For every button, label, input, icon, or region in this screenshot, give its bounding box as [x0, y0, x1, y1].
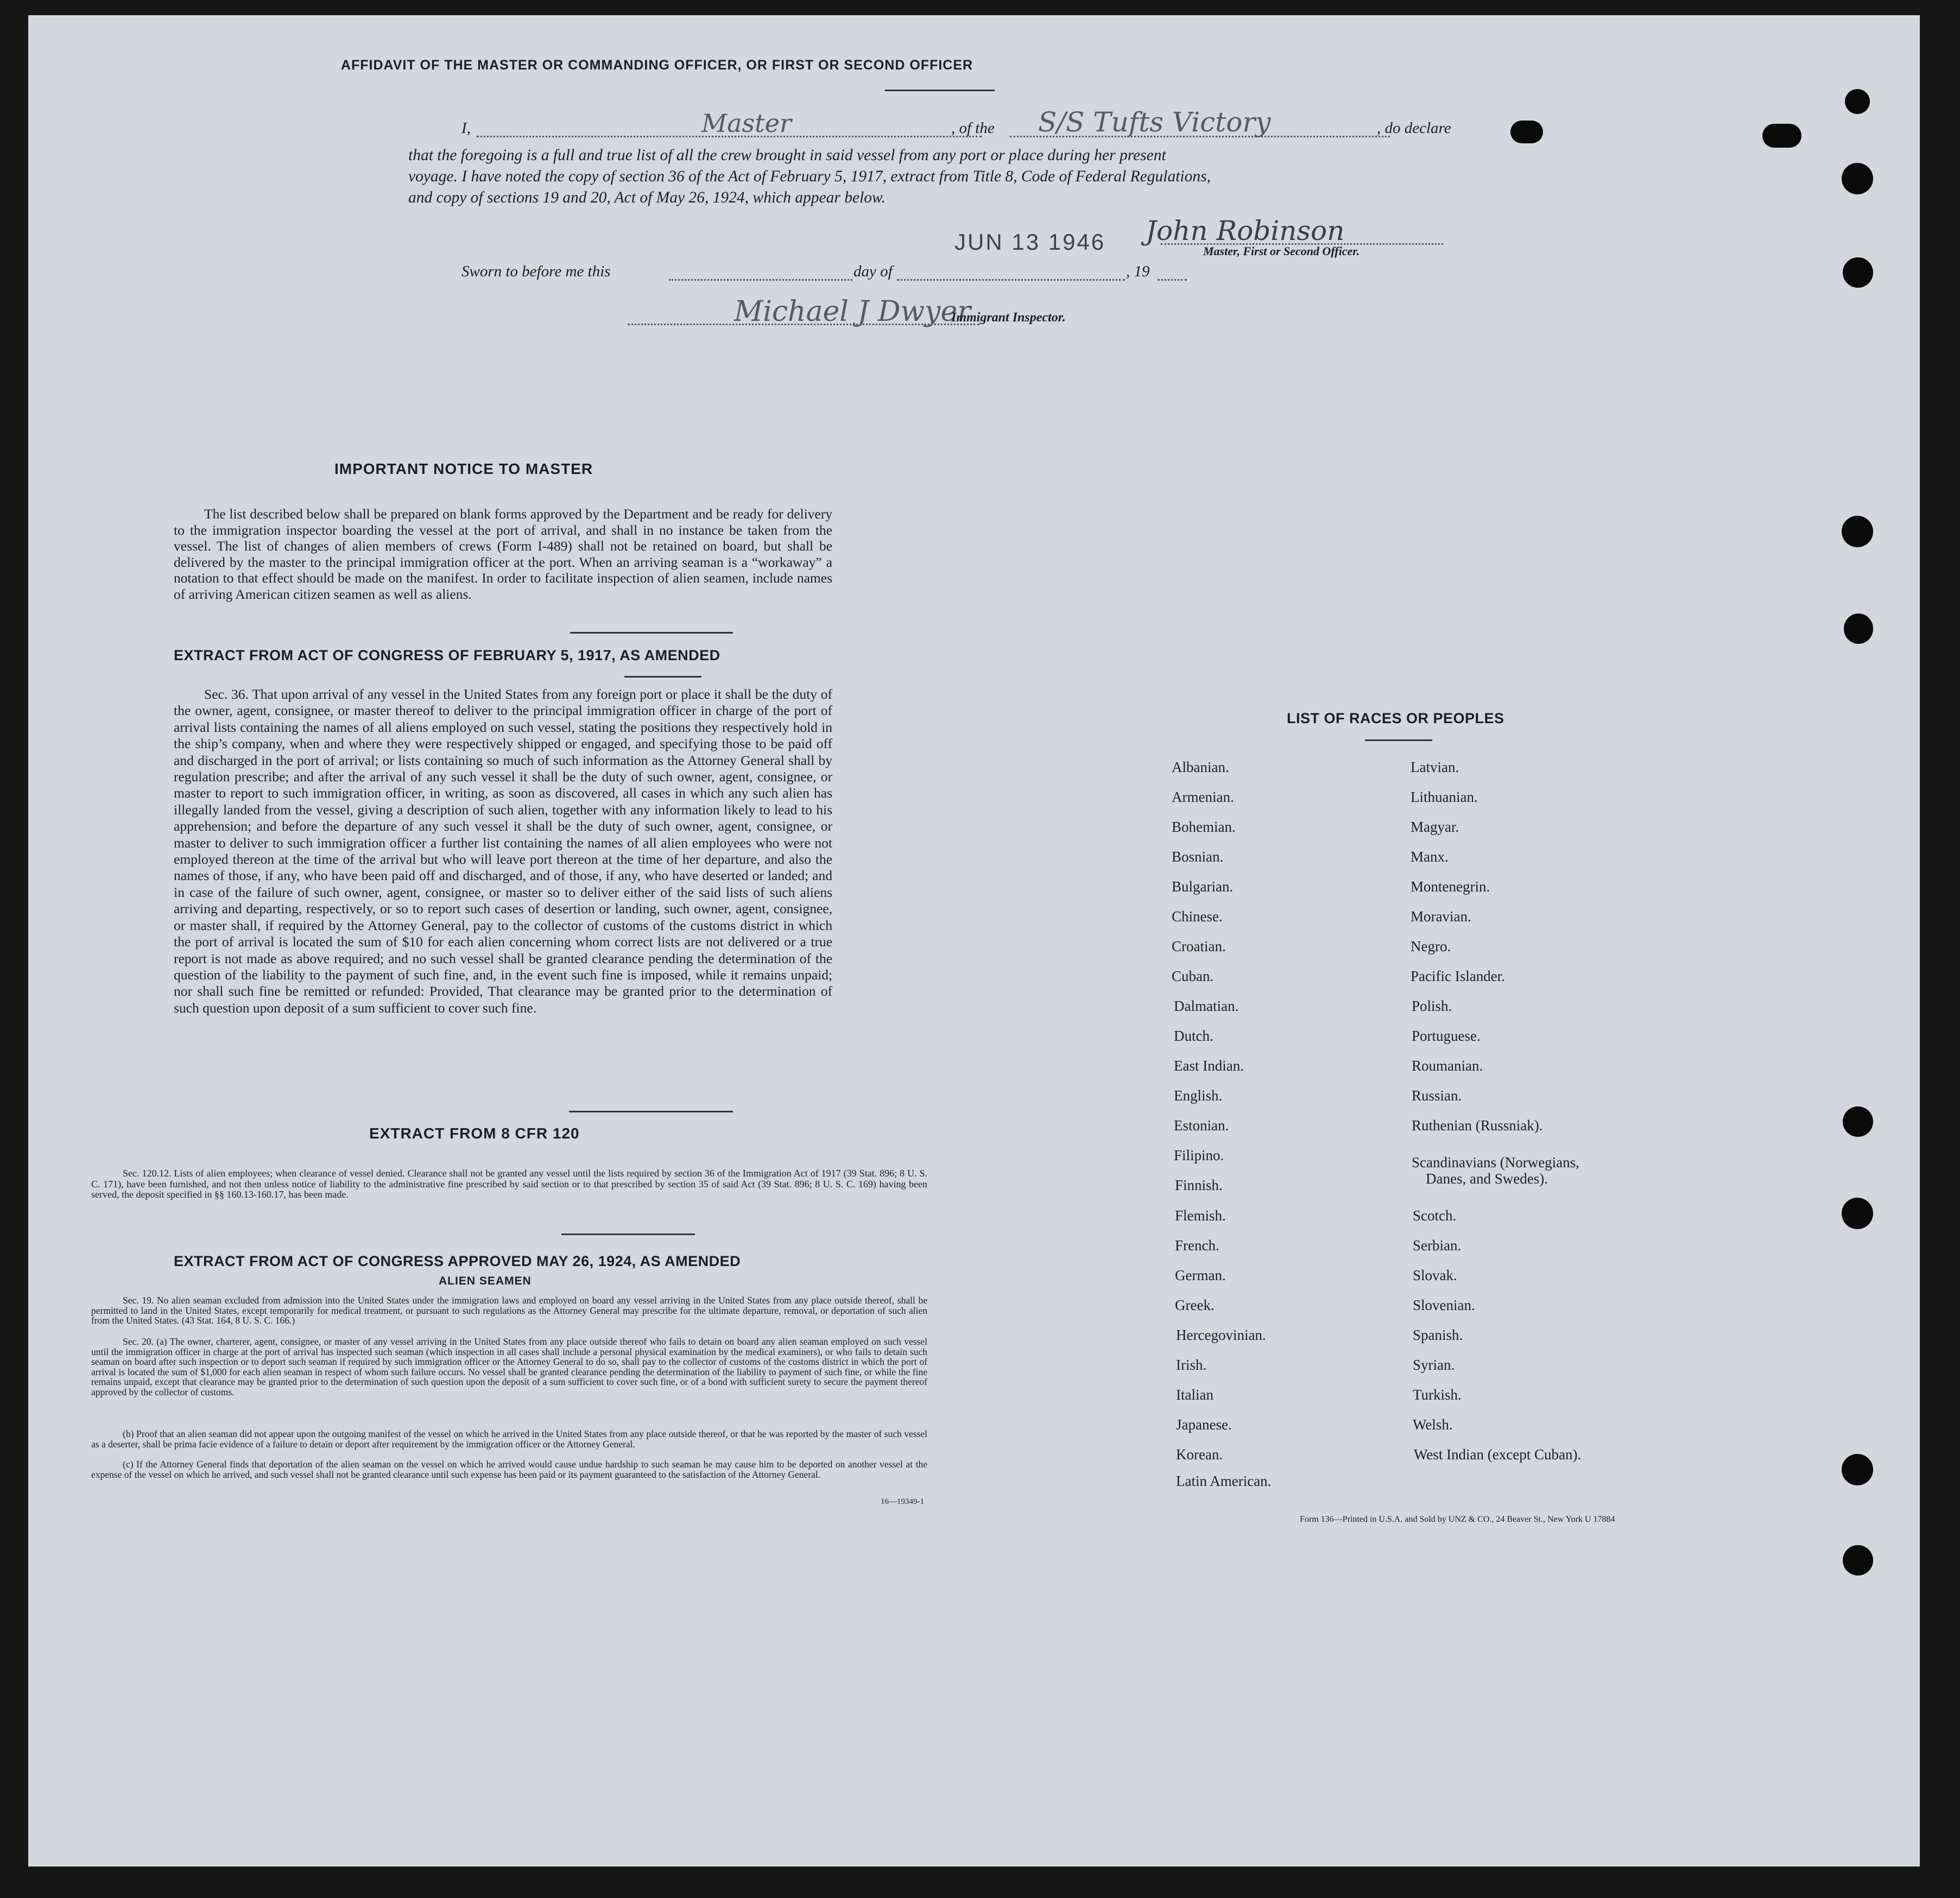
race-item: Hercegovinian.	[1176, 1327, 1266, 1343]
race-item: Scandinavians (Norwegians,	[1412, 1154, 1579, 1171]
race-item: English.	[1174, 1087, 1223, 1104]
title-underline	[885, 90, 995, 91]
sworn-month-line	[897, 279, 1125, 281]
race-item: Negro.	[1411, 938, 1451, 954]
document-page	[28, 15, 1920, 1867]
of-the-label: , of the	[951, 119, 995, 137]
vessel-handwriting: S/S Tufts Victory	[1038, 106, 1271, 138]
divider-3	[569, 1111, 733, 1112]
extract-1917-title: EXTRACT FROM ACT OF CONGRESS OF FEBRUARY 5, 1917, AS AMENDED	[174, 647, 720, 663]
race-item: Finnish.	[1175, 1177, 1223, 1193]
race-item: East Indian.	[1174, 1058, 1244, 1074]
punch-hole	[1762, 124, 1801, 148]
section-20b: (b) Proof that an alien seaman did not appear upon the outgoing manifest of the vessel on which he arrived in the United States from any place outside thereof, or that he was reported by the master of such vessel as a deserter, shall be prima facie evidence of a failure to detain or deport after requirement by the immigration officer or the Attorney General.	[91, 1428, 927, 1450]
punch-hole	[1844, 613, 1873, 644]
punch-hole	[1843, 257, 1873, 288]
race-item: Irish.	[1176, 1357, 1207, 1373]
race-item: Slovak.	[1413, 1267, 1457, 1283]
divider-4	[561, 1233, 695, 1235]
inspector-caption: Immigrant Inspector.	[951, 311, 1066, 325]
race-item: Flemish.	[1175, 1207, 1226, 1224]
punch-hole	[1845, 89, 1870, 114]
punch-hole	[1843, 1106, 1873, 1137]
punch-hole	[1842, 516, 1873, 547]
affidavit-line-2: that the foregoing is a full and true list of all the crew brought in said vessel from any port or place during her present	[408, 147, 1166, 164]
form-number: 16—19349-1	[881, 1497, 924, 1506]
race-item: Moravian.	[1411, 908, 1471, 925]
master-handwriting: Master	[701, 109, 792, 138]
section-20c: (c) If the Attorney General finds that deportation of the alien seaman on the vessel on which he arrived would cause undue hardship to such seaman he may cause him to be deported on another vessel at the expense of the vessel on which he arrived, and such vessel shall not be granted clearance until such expense has been paid or its payment guaranteed to the satisfaction of the Attorney General.	[91, 1459, 927, 1480]
race-item: Ruthenian (Russniak).	[1412, 1117, 1543, 1134]
race-item: Bohemian.	[1172, 819, 1236, 835]
race-item: Chinese.	[1172, 908, 1223, 925]
race-item: Serbian.	[1413, 1237, 1462, 1254]
race-item: Italian	[1176, 1387, 1213, 1403]
race-item: Albanian.	[1172, 759, 1229, 775]
punch-hole	[1842, 163, 1873, 194]
signature-caption: Master, First or Second Officer.	[1203, 244, 1360, 258]
affidavit-title: AFFIDAVIT OF THE MASTER OR COMMANDING OFFICER, OR FIRST OR SECOND OFFICER	[340, 58, 973, 73]
sworn-label: Sworn to before me this	[461, 263, 611, 280]
race-item: German.	[1175, 1267, 1226, 1283]
declare-label: , do declare	[1377, 119, 1451, 137]
race-item: Welsh.	[1413, 1416, 1453, 1433]
sworn-day-line	[669, 279, 852, 281]
race-item: Latin American.	[1176, 1473, 1272, 1489]
race-item: Dalmatian.	[1174, 998, 1239, 1014]
affidavit-line-4: and copy of sections 19 and 20, Act of May 26, 1924, which appear below.	[408, 189, 886, 206]
i-label: I,	[461, 119, 471, 137]
race-item: Slovenian.	[1413, 1297, 1475, 1313]
race-item: Greek.	[1175, 1297, 1215, 1313]
race-item: Lithuanian.	[1411, 789, 1478, 805]
notice-title: IMPORTANT NOTICE TO MASTER	[334, 460, 593, 477]
punch-hole	[1510, 121, 1543, 143]
race-item: Turkish.	[1413, 1387, 1462, 1403]
punch-hole	[1842, 1198, 1873, 1229]
inspector-signature: Michael J Dwyer	[734, 295, 971, 328]
races-title-underline	[1365, 739, 1432, 741]
race-item: Spanish.	[1413, 1327, 1463, 1343]
divider-1	[570, 632, 733, 634]
notice-body: The list described below shall be prepared on blank forms approved by the Department and be ready for delivery to the immigration inspector boarding the vessel at the port of arrival, and shall in no instance be taken from the vessel. The list of changes of alien members of crews (Form I-489) shall not be retained on board, but shall be delivered by the master to the principal immigration officer at the port. When an arriving seaman is a “workaway” a notation to that effect should be made on the manifest. In order to facilitate inspection of alien seamen, include names of arriving American citizen seamen as well as aliens.	[174, 506, 832, 602]
race-item: West Indian (except Cuban).	[1414, 1446, 1582, 1463]
race-item: Magyar.	[1411, 819, 1459, 835]
punch-hole	[1842, 1454, 1873, 1485]
cfr-title: EXTRACT FROM 8 CFR 120	[369, 1125, 580, 1142]
race-item: Bulgarian.	[1172, 878, 1234, 895]
race-item: Montenegrin.	[1411, 878, 1490, 895]
divider-2	[624, 676, 701, 678]
date-stamp: JUN 13 1946	[954, 229, 1106, 255]
affidavit-line-3: voyage. I have noted the copy of section 36 of the Act of February 5, 1917, extract from Title 8, Code of Federal Regulations,	[408, 168, 1211, 185]
races-title: LIST OF RACES OR PEOPLES	[1287, 710, 1504, 726]
master-signature: John Robinson	[1146, 215, 1345, 246]
sworn-year-line	[1158, 279, 1187, 281]
race-item: French.	[1175, 1237, 1219, 1254]
day-of-label: day of	[853, 263, 893, 280]
extract-1924-subtitle: ALIEN SEAMEN	[439, 1275, 532, 1287]
race-item: Estonian.	[1174, 1117, 1229, 1134]
race-item: Portuguese.	[1412, 1028, 1481, 1044]
race-item: Korean.	[1176, 1446, 1223, 1463]
race-item: Latvian.	[1411, 759, 1459, 775]
race-item: Polish.	[1412, 998, 1452, 1014]
race-item: Cuban.	[1172, 968, 1214, 984]
race-item: Croatian.	[1172, 938, 1226, 954]
year-label: , 19	[1126, 263, 1150, 280]
race-item: Syrian.	[1413, 1357, 1455, 1373]
race-item: Manx.	[1411, 849, 1449, 865]
race-item: Armenian.	[1172, 789, 1234, 805]
form-imprint: Form 136—Printed in U.S.A. and Sold by UNZ & CO., 24 Beaver St., New York U 17884	[1300, 1515, 1615, 1524]
race-item: Roumanian.	[1412, 1058, 1483, 1074]
race-item: Japanese.	[1176, 1416, 1232, 1433]
cfr-body: Sec. 120.12. Lists of alien employees; when clearance of vessel denied. Clearance shall not be granted any vessel until the lists required by section 36 of the Immigration Act of 1917 (39 Stat. 896; 8 U. S. C. 171), have been furnished, and not then unless notice of liability to the administrative fine prescribed by said section or to that prescribed by section 35 of said Act (39 Stat. 896; 8 U. S. C. 169) having been served, the deposit specified in §§ 160.13-160.17, has been made.	[91, 1168, 927, 1200]
extract-1924-title: EXTRACT FROM ACT OF CONGRESS APPROVED MAY 26, 1924, AS AMENDED	[174, 1253, 741, 1269]
race-item: Dutch.	[1174, 1028, 1213, 1044]
extract-1917-body: Sec. 36. That upon arrival of any vessel in the United States from any foreign port or place it shall be the duty of the owner, agent, consignee, or master thereof to deliver to the principal immigration officer in charge of the port of arrival lists containing the names of all aliens employed on such vessel, stating the positions they respectively hold in the ship’s company, when and where they were respectively shipped or engaged, and specifying those to be paid off and discharged in the port of arrival; or lists containing so much of such information as the Attorney General shall by regulation prescribe; and after the arrival of any such vessel it shall be the duty of such owner, agent, consignee, or master to report to such immigration officer, in writing, as soon as discovered, all cases in which any such alien has illegally landed from the vessel, giving a description of such alien, together with any information likely to lead to his apprehension; and before the departure of any such vessel it shall be the duty of such owner, agent, consignee, or master to deliver to such immigration officer a further list containing the names of all alien employees who were not employed thereon at the time of the arrival but who will leave port thereon at the time of her departure, and also the names of those, if any, who have been paid off and discharged, and of those, if any, who have deserted or landed; and in case of the failure of such owner, agent, consignee, or master so to deliver either of the said lists of such aliens arriving and departing, respectively, or so to report such cases of desertion or landing, such owner, agent, consignee, or master shall, if required by the Attorney General, pay to the collector of customs of the customs district in which the port of arrival is located the sum of $10 for each alien concerning whom correct lists are not delivered or a true report is not made as above required; and no such vessel shall be granted clearance pending the determination of the question of the liability to the payment of such fine, and, in the event such fine is imposed, while it remains unpaid; nor shall such fine be remitted or refunded: Provided, That clearance may be granted prior to the determination of such question upon deposit of a sum sufficient to cover such fine.	[174, 686, 832, 1016]
race-item: Pacific Islander.	[1411, 968, 1505, 984]
section-20a: Sec. 20. (a) The owner, charterer, agent, consignee, or master of any vessel arriving in the United States from any place outside thereof who fails to detain on board any alien seaman employed on such vessel until the immigration officer in charge at the port of arrival has inspected such seaman (which inspection in all cases shall include a personal physical examination by the medical examiners), or who fails to detain such seaman on board after such inspection or to deport such seaman if required by such immigration officer or the Attorney General to do so, shall pay to the collector of customs of the customs district in which the port of arrival is located the sum of $1,000 for each alien seaman in respect of whom such failure occurs. No vessel shall be granted clearance pending the determination of the liability to payment of such fine, or while the fine remains unpaid, except that clearance may be granted prior to the determination of such question upon the deposit of a sum sufficient to cover such fine, or of a bond with sufficient surety to secure the payment thereof approved by the collector of customs.	[91, 1336, 927, 1397]
race-item: Danes, and Swedes).	[1426, 1171, 1548, 1187]
section-19: Sec. 19. No alien seaman excluded from admission into the United States under the immigration laws and employed on board any vessel arriving in the United States from any place outside thereof, shall be permitted to land in the United States, except temporarily for medical treatment, or pursuant to such regulations as the Attorney General may prescribe for the ultimate departure, removal, or deportation of such alien from the United States. (43 Stat. 164, 8 U. S. C. 166.)	[91, 1295, 927, 1326]
race-item: Filipino.	[1174, 1147, 1224, 1163]
punch-hole	[1843, 1545, 1873, 1576]
race-item: Bosnian.	[1172, 849, 1224, 865]
race-item: Scotch.	[1413, 1207, 1457, 1224]
race-item: Russian.	[1412, 1087, 1462, 1104]
